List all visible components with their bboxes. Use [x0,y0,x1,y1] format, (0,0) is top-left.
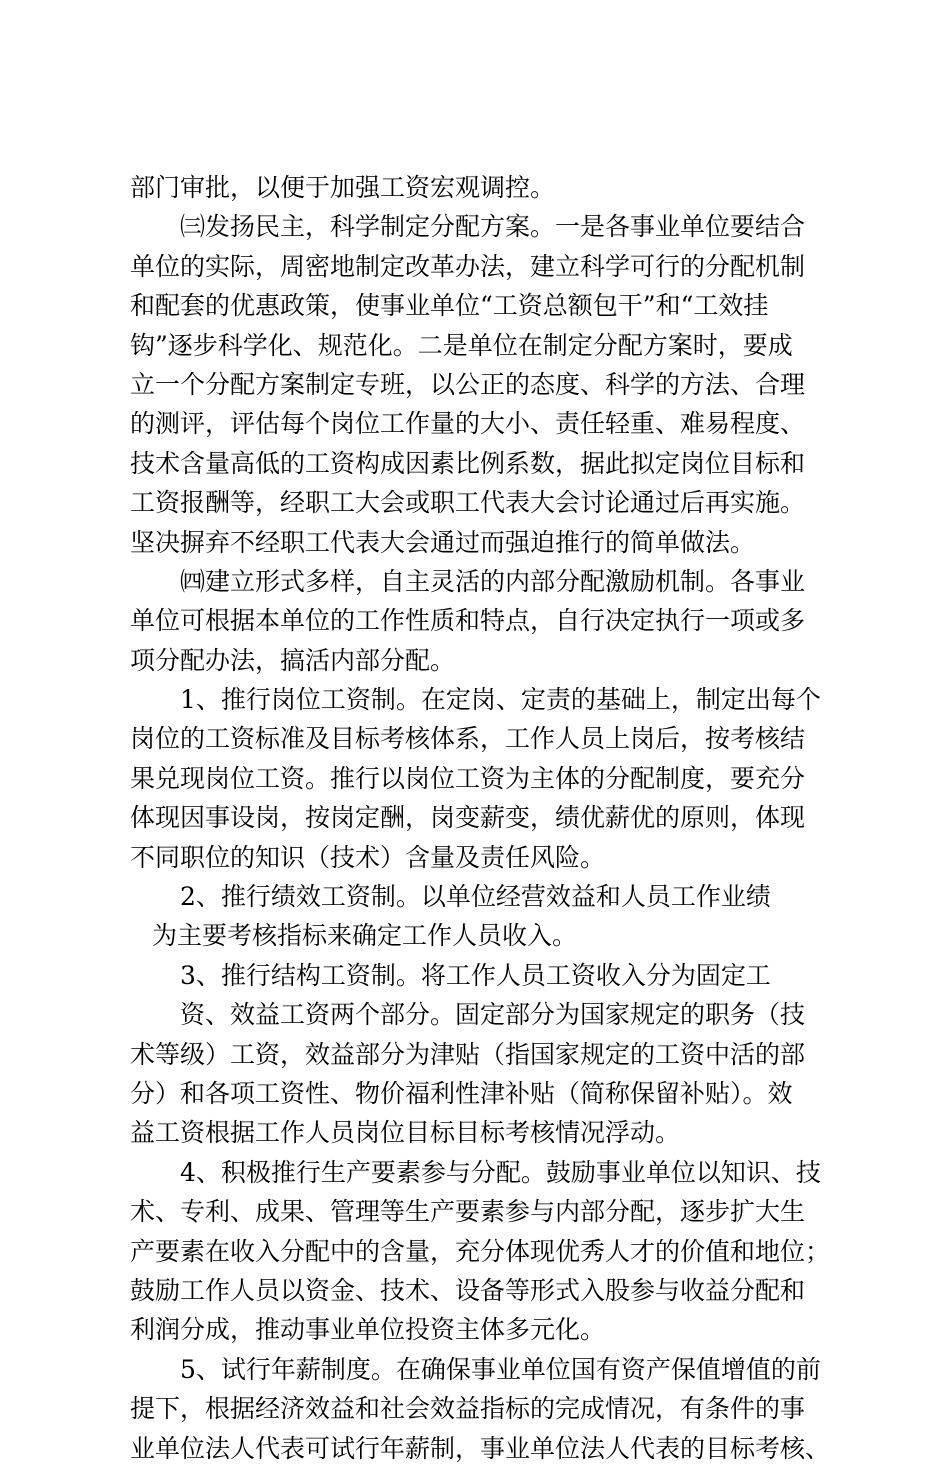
text-line: 术等级）工资，效益部分为津贴（指国家规定的工资中活的部 [130,1039,806,1069]
text-line: 和配套的优惠政策，使事业单位“工资总额包干”和“工效挂 [130,291,769,321]
text-line: 果兑现岗位工资。推行以岗位工资为主体的分配制度，要充分 [130,763,806,793]
text-line: 术、专利、成果、管理等生产要素参与内部分配，逐步扩大生 [130,1197,806,1227]
text-line: 单位可根据本单位的工作性质和特点，自行决定执行一项或多 [130,606,806,636]
text-line: 工资报酬等，经职工大会或职工代表大会讨论通过后再实施。 [130,488,806,518]
text-line: 资、效益工资两个部分。固定部分为国家规定的职务（技 [180,1000,806,1030]
item-3-heading: 3、推行结构工资制。将工作人员工资收入分为固定工 [180,960,771,990]
text-line: 提下，根据经济效益和社会效益指标的完成情况，有条件的事 [130,1394,806,1424]
text-line: 的测评，评估每个岗位工作量的大小、责任轻重、难易程度、 [130,409,806,439]
document-body [130,168,830,1468]
text-line: 单位的实际，周密地制定改革办法，建立科学可行的分配机制 [130,251,806,281]
item-2-heading: 2、推行绩效工资制。以单位经营效益和人员工作业绩 [180,882,771,912]
text-line: 坚决摒弃不经职工代表大会通过而强迫推行的简单做法。 [130,527,756,557]
text-line: 分）和各项工资性、物价福利性津补贴（简称保留补贴）。效 [130,1078,793,1108]
text-line: 为主要考核指标来确定工作人员收入。 [152,921,578,951]
text-line: 项分配办法，搞活内部分配。 [130,645,456,675]
text-line: 利润分成，推动事业单位投资主体多元化。 [130,1315,606,1345]
text-line: 益工资根据工作人员岗位目标目标考核情况浮动。 [130,1118,681,1148]
text-line: 钩”逐步科学化、规范化。二是单位在制定分配方案时，要成 [130,330,793,360]
item-1-heading: 1、推行岗位工资制。在定岗、定责的基础上，制定出每个 [180,685,821,715]
text-line: 鼓励工作人员以资金、技术、设备等形式入股参与收益分配和 [130,1275,806,1305]
text-line: 部门审批，以便于加强工资宏观调控。 [130,173,556,202]
section-4-heading: ㈣建立形式多样，自主灵活的内部分配激励机制。各事业 [180,566,806,596]
text-line: 岗位的工资标准及目标考核体系，工作人员上岗后，按考核结 [130,724,806,754]
text-line: 业单位法人代表可试行年薪制，事业单位法人代表的目标考核、 [130,1433,831,1463]
item-5-heading: 5、试行年薪制度。在确保事业单位国有资产保值增值的前 [180,1354,821,1384]
section-3-heading: ㈢发扬民主，科学制定分配方案。一是各事业单位要结合 [180,212,806,242]
text-line: 技术含量高低的工资构成因素比例系数，据此拟定岗位目标和 [130,448,806,478]
text-line: 不同职位的知识（技术）含量及责任风险。 [130,842,606,872]
item-4-heading: 4、积极推行生产要素参与分配。鼓励事业单位以知识、技 [180,1157,821,1187]
text-line: 产要素在收入分配中的含量，充分体现优秀人才的价值和地位； [130,1236,831,1266]
text-line: 体现因事设岗，按岗定酬，岗变薪变，绩优薪优的原则，体现 [130,803,806,833]
text-line: 立一个分配方案制定专班，以公正的态度、科学的方法、合理 [130,369,806,399]
